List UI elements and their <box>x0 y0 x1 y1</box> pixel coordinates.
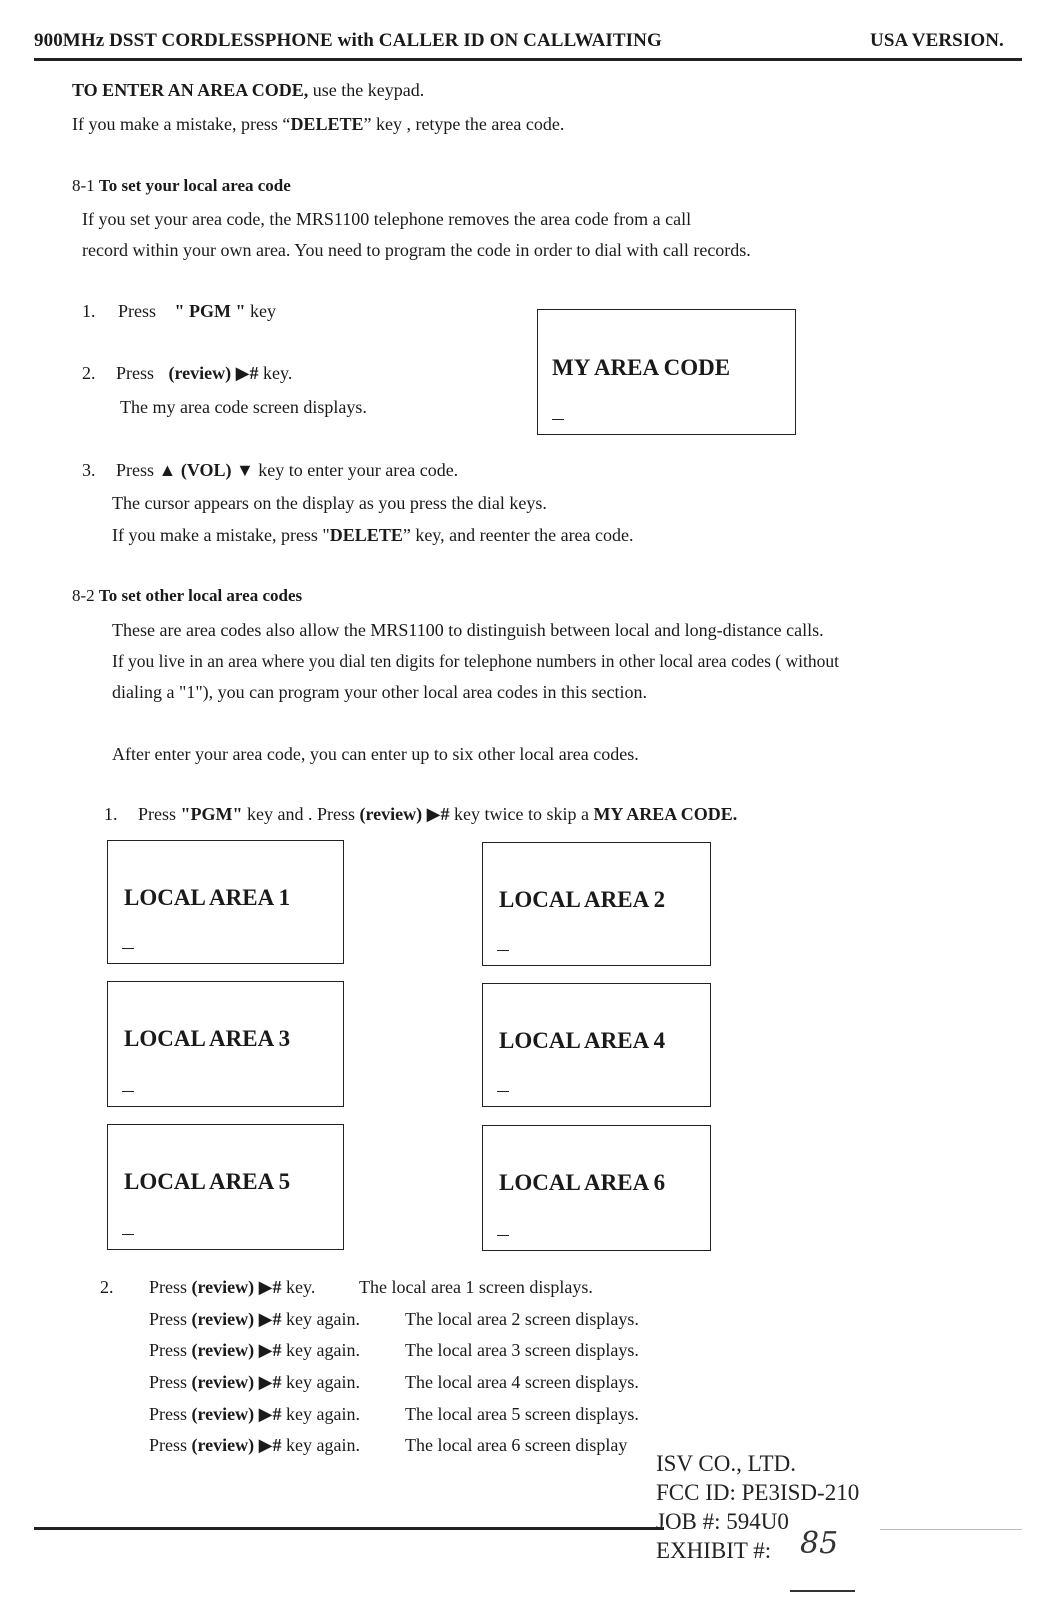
display-label: LOCAL AREA 4 <box>499 1028 666 1053</box>
step-text: key to enter your area code. <box>253 460 459 480</box>
step-text: key. <box>258 363 293 383</box>
step2-result-3: The local area 3 screen displays. <box>405 1340 639 1360</box>
section1-step-2-sub: The my area code screen displays. <box>120 397 367 417</box>
step-text: key. <box>281 1277 316 1297</box>
display-label: LOCAL AREA 6 <box>499 1170 666 1195</box>
step-text: If you make a mistake, press " <box>112 525 330 545</box>
section2-para-1: These are area codes also allow the MRS1100 to distinguish between local and long-distance calls. <box>112 620 824 640</box>
section2-para-4: After enter your area code, you can enter up to six other local area codes. <box>112 744 639 764</box>
section-8-1-heading <box>72 176 291 196</box>
step-text: Press <box>149 1372 192 1392</box>
footer-exhibit-label: EXHIBIT #: <box>656 1538 772 1563</box>
intro-line-2 <box>72 114 564 135</box>
review-key: (review) ▶# <box>191 1277 282 1297</box>
local-area-1-display <box>107 840 344 964</box>
step2-line-5 <box>149 1404 360 1425</box>
review-key: (review) ▶# <box>191 1435 282 1455</box>
local-area-3-display <box>107 981 344 1107</box>
section1-step-3-sub-2 <box>112 525 634 546</box>
review-key: (review) ▶# <box>191 1404 282 1424</box>
footer-company: ISV CO., LTD. <box>656 1451 796 1476</box>
footer-exhibit-handwritten: 85 <box>800 1526 839 1561</box>
intro-line2-post: ” key , retype the area code. <box>363 114 565 134</box>
step2-result-4: The local area 4 screen displays. <box>405 1372 639 1392</box>
display-cursor <box>497 1235 509 1237</box>
display-cursor <box>122 1091 134 1093</box>
display-cursor <box>122 948 134 950</box>
vol-key: ▲ (VOL) ▼ <box>158 460 254 480</box>
footer-rule-faint <box>880 1529 1022 1530</box>
step-number: 3. <box>82 460 96 480</box>
step-text: Press <box>149 1340 192 1360</box>
step-number: 1. <box>104 804 118 824</box>
step-text: key again. <box>281 1404 360 1424</box>
section1-para-1: If you set your area code, the MRS1100 telephone removes the area code from a call <box>82 209 692 229</box>
display-cursor <box>552 419 564 421</box>
section2-step-1 <box>104 804 737 825</box>
step-text: Press <box>149 1435 192 1455</box>
step-text: Press <box>138 804 181 824</box>
review-key: (review) ▶# <box>168 363 259 383</box>
step-text: Press <box>116 363 155 383</box>
delete-key: DELETE <box>290 114 364 134</box>
display-label: LOCAL AREA 5 <box>124 1169 291 1194</box>
step2-line-1 <box>149 1277 315 1298</box>
header-version: USA VERSION. <box>870 30 1004 51</box>
step2-line-2 <box>149 1309 360 1330</box>
step-text: key again. <box>281 1435 360 1455</box>
section2-para-2: If you live in an area where you dial ten digits for telephone numbers in other local area codes ( without <box>112 651 839 671</box>
step2-result-5: The local area 5 screen displays. <box>405 1404 639 1424</box>
pgm-key: "PGM" <box>180 804 243 824</box>
step2-result-6: The local area 6 screen display <box>405 1435 628 1455</box>
review-key: (review) ▶# <box>191 1372 282 1392</box>
display-cursor <box>122 1234 134 1236</box>
intro-rest: use the keypad. <box>308 80 425 100</box>
footer-rule <box>34 1527 664 1530</box>
step2-line-3 <box>149 1340 360 1361</box>
my-area-code-display <box>537 309 796 435</box>
local-area-2-display <box>482 842 711 966</box>
section1-para-2: record within your own area. You need to program the code in order to dial with call records. <box>82 240 751 260</box>
step-text: Press <box>149 1404 192 1424</box>
review-key: (review) ▶# <box>191 1340 282 1360</box>
section-title: To set other local area codes <box>98 586 303 605</box>
display-label: LOCAL AREA 3 <box>124 1026 291 1051</box>
step2-result-2: The local area 2 screen displays. <box>405 1309 639 1329</box>
step-text: Press <box>149 1309 192 1329</box>
display-label: LOCAL AREA 2 <box>499 887 666 912</box>
section-number: 8-1 <box>72 176 99 195</box>
pgm-key: " PGM " <box>174 301 246 321</box>
delete-key: DELETE <box>329 525 403 545</box>
local-area-4-display <box>482 983 711 1107</box>
step-text: key again. <box>281 1340 360 1360</box>
step-text: key again. <box>281 1309 360 1329</box>
footer-fcc-id: FCC ID: PE3ISD-210 <box>656 1480 860 1505</box>
step-text: Press <box>118 301 157 321</box>
section1-step-2 <box>82 363 292 384</box>
section-8-2-heading <box>72 586 302 606</box>
step-text: Press <box>149 1277 192 1297</box>
section1-step-3 <box>82 460 458 481</box>
step-number: 1. <box>82 301 96 321</box>
exhibit-underline <box>790 1590 855 1592</box>
step-text: key <box>245 301 276 321</box>
local-area-6-display <box>482 1125 711 1251</box>
header-rule <box>34 58 1022 61</box>
display-cursor <box>497 1091 509 1093</box>
section1-step-3-sub-1: The cursor appears on the display as you press the dial keys. <box>112 493 547 513</box>
step2-line-6 <box>149 1435 360 1456</box>
local-area-5-display <box>107 1124 344 1250</box>
section-number: 8-2 <box>72 586 99 605</box>
step-text: key twice to skip a <box>449 804 594 824</box>
footer-job-number: JOB #: 594U0 <box>656 1509 789 1534</box>
step-text: ” key, and reenter the area code. <box>402 525 634 545</box>
display-cursor <box>497 950 509 952</box>
section-title: To set your local area code <box>98 176 291 195</box>
intro-line-1 <box>72 80 424 101</box>
review-key: (review) ▶# <box>359 804 450 824</box>
header-title: 900MHz DSST CORDLESSPHONE with CALLER ID ON CALLWAITING <box>34 30 662 51</box>
review-key: (review) ▶# <box>191 1309 282 1329</box>
my-area-code-ref: MY AREA CODE. <box>593 804 738 824</box>
display-label: MY AREA CODE <box>552 355 731 380</box>
step-text: key and . Press <box>242 804 360 824</box>
section2-step-2-number: 2. <box>100 1277 114 1297</box>
step-text: Press <box>116 460 159 480</box>
intro-bold: TO ENTER AN AREA CODE, <box>72 80 309 100</box>
step2-result-1: The local area 1 screen displays. <box>359 1277 593 1297</box>
step-text: key again. <box>281 1372 360 1392</box>
section1-step-1 <box>82 301 276 322</box>
section2-para-3: dialing a "1"), you can program your other local area codes in this section. <box>112 682 648 702</box>
step2-line-4 <box>149 1372 360 1393</box>
display-label: LOCAL AREA 1 <box>124 885 291 910</box>
intro-line2-pre: If you make a mistake, press “ <box>72 114 291 134</box>
step-number: 2. <box>82 363 96 383</box>
